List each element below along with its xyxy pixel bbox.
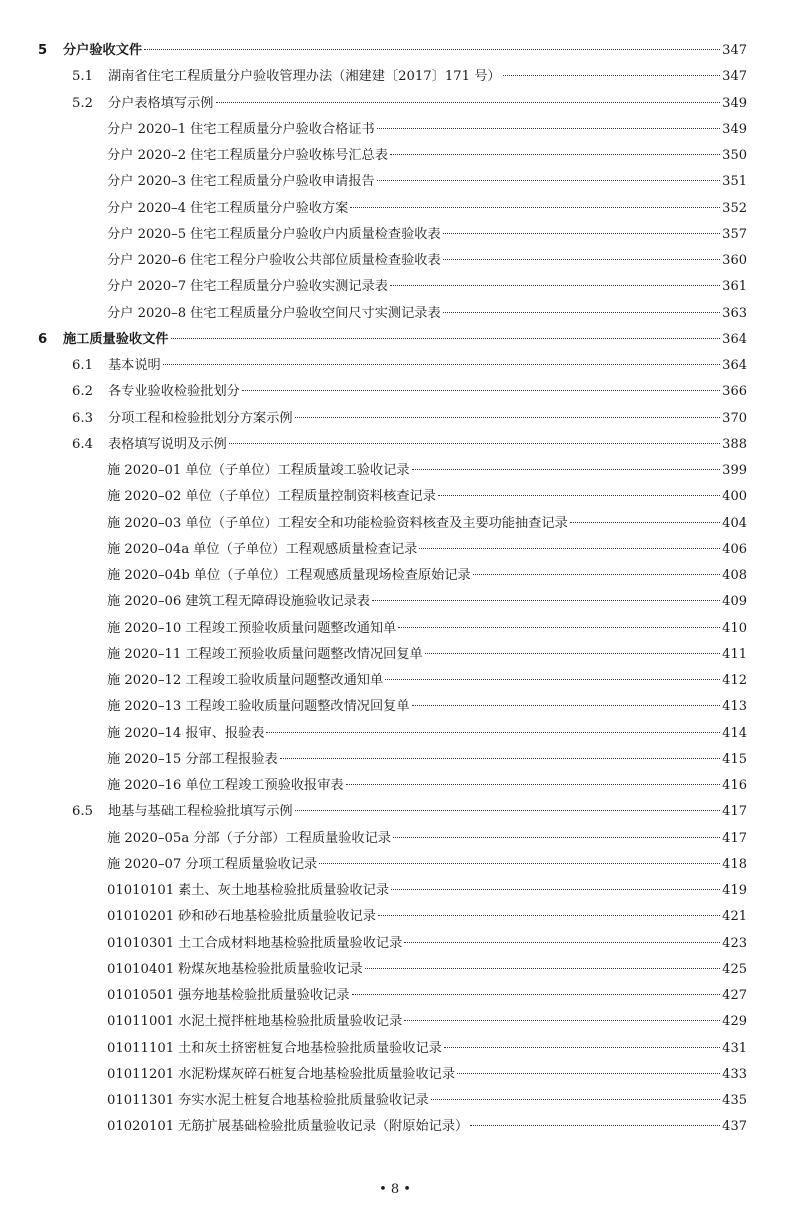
toc-dot-leader bbox=[352, 994, 721, 995]
toc-entry-number: 分户 2020–4 bbox=[107, 200, 187, 216]
toc-item-entry[interactable] bbox=[38, 511, 747, 537]
toc-page-number: 408 bbox=[722, 568, 747, 583]
toc-entry-number: 分户 2020–5 bbox=[107, 226, 187, 242]
toc-item-entry[interactable] bbox=[38, 589, 747, 615]
toc-dot-leader bbox=[393, 837, 720, 838]
toc-dot-leader bbox=[378, 915, 720, 916]
toc-entry-number: 分户 2020–7 bbox=[107, 279, 187, 295]
toc-entry-title: 无筋扩展基础检验批质量验收记录（附原始记录） bbox=[178, 1119, 469, 1135]
toc-page-number: 370 bbox=[722, 410, 747, 426]
toc-entry-title: 分户验收文件 bbox=[63, 43, 143, 58]
toc-entry-number: 施 2020–13 bbox=[107, 699, 182, 715]
toc-entry-number: 分户 2020–2 bbox=[107, 148, 187, 163]
toc-page-number: 366 bbox=[722, 384, 747, 400]
toc-dot-leader bbox=[443, 233, 720, 234]
toc-chapter-entry[interactable] bbox=[38, 38, 747, 64]
toc-page-number: 411 bbox=[722, 646, 747, 662]
toc-item-entry[interactable] bbox=[38, 143, 747, 169]
toc-dot-leader bbox=[346, 784, 721, 785]
toc-item-entry[interactable] bbox=[38, 222, 747, 248]
toc-page-number: 406 bbox=[722, 541, 747, 557]
toc-dot-leader bbox=[144, 49, 720, 50]
toc-entry-title: 住宅工程质量分户验收户内质量检查验收表 bbox=[190, 226, 441, 242]
toc-item-entry[interactable] bbox=[38, 1062, 747, 1088]
toc-entry-number: 施 2020–05a bbox=[107, 830, 190, 846]
toc-entry-number: 01011101 bbox=[107, 1040, 175, 1056]
toc-dot-leader bbox=[443, 259, 720, 260]
toc-entry-title: 住宅工程质量分户验收申请报告 bbox=[190, 174, 375, 190]
toc-entry-title: 素土、灰土地基检验批质量验收记录 bbox=[178, 883, 390, 898]
toc-entry-title: 水泥粉煤灰碎石桩复合地基检验批质量验收记录 bbox=[178, 1066, 456, 1082]
toc-page-number: 417 bbox=[722, 804, 747, 820]
toc-entry-number: 施 2020–12 bbox=[107, 673, 182, 688]
toc-item-entry[interactable] bbox=[38, 117, 747, 143]
toc-entry-number: 6 bbox=[38, 331, 48, 347]
toc-page-number: 429 bbox=[722, 1014, 747, 1030]
toc-page-number: 419 bbox=[722, 883, 747, 898]
toc-entry-number: 施 2020–14 bbox=[107, 725, 182, 741]
toc-page-number: 360 bbox=[722, 253, 747, 268]
toc-page-number: 416 bbox=[722, 778, 747, 793]
toc-dot-leader bbox=[438, 495, 720, 496]
toc-page-number: 351 bbox=[722, 174, 747, 190]
toc-entry-number: 01011001 bbox=[107, 1014, 175, 1030]
toc-page-number: 357 bbox=[722, 226, 747, 242]
toc-item-entry[interactable] bbox=[38, 878, 747, 904]
toc-dot-leader bbox=[280, 758, 721, 759]
toc-entry-title: 各专业验收检验批划分 bbox=[108, 384, 240, 400]
toc-entry-number: 施 2020–11 bbox=[107, 646, 182, 662]
toc-dot-leader bbox=[443, 312, 720, 313]
toc-page-number: 347 bbox=[722, 43, 747, 58]
toc-page-number: 415 bbox=[722, 751, 747, 767]
toc-entry-title: 分部（子分部）工程质量验收记录 bbox=[193, 830, 391, 846]
toc-dot-leader bbox=[319, 863, 720, 864]
toc-item-entry[interactable] bbox=[38, 563, 747, 589]
toc-item-entry[interactable] bbox=[38, 747, 747, 773]
toc-entry-number: 6.1 bbox=[72, 358, 93, 373]
toc-entry-title: 单位（子单位）工程观感质量检查记录 bbox=[193, 541, 418, 557]
toc-dot-leader bbox=[377, 180, 720, 181]
toc-dot-leader bbox=[470, 1125, 720, 1126]
toc-entry-title: 基本说明 bbox=[108, 358, 161, 373]
toc-item-entry[interactable] bbox=[38, 169, 747, 195]
toc-dot-leader bbox=[391, 889, 720, 890]
toc-page-number: 361 bbox=[722, 279, 747, 295]
toc-entry-number: 施 2020–03 bbox=[107, 515, 182, 531]
toc-entry-number: 施 2020–15 bbox=[107, 751, 182, 767]
toc-section-entry[interactable] bbox=[38, 91, 747, 117]
toc-entry-title: 分户表格填写示例 bbox=[108, 95, 214, 111]
toc-entry-title: 粉煤灰地基检验批质量验收记录 bbox=[178, 961, 363, 977]
toc-item-entry[interactable] bbox=[38, 983, 747, 1009]
toc-page-number: 423 bbox=[722, 935, 747, 951]
toc-page-number: 414 bbox=[722, 725, 747, 741]
toc-entry-title: 住宅工程质量分户验收空间尺寸实测记录表 bbox=[190, 305, 441, 321]
toc-item-entry[interactable] bbox=[38, 616, 747, 642]
toc-section-entry[interactable] bbox=[38, 64, 747, 90]
toc-dot-leader bbox=[444, 1047, 720, 1048]
toc-entry-number: 分户 2020–3 bbox=[107, 174, 187, 190]
toc-entry-title: 表格填写说明及示例 bbox=[108, 436, 227, 452]
page-number: • 8 • bbox=[379, 1182, 411, 1197]
toc-page-number: 399 bbox=[722, 463, 747, 478]
toc-entry-number: 5 bbox=[38, 43, 48, 58]
toc-chapter-entry[interactable] bbox=[38, 327, 747, 353]
toc-item-entry[interactable] bbox=[38, 1088, 747, 1114]
toc-section-entry[interactable] bbox=[38, 432, 747, 458]
toc-entry-number: 施 2020–01 bbox=[107, 463, 182, 478]
toc-entry-title: 砂和砂石地基检验批质量验收记录 bbox=[178, 909, 376, 925]
toc-entry-title: 分部工程报验表 bbox=[185, 751, 278, 767]
toc-section-entry[interactable] bbox=[38, 406, 747, 432]
toc-entry-title: 住宅工程分户验收公共部位质量检查验收表 bbox=[190, 253, 441, 268]
toc-item-entry[interactable] bbox=[38, 274, 747, 300]
toc-item-entry[interactable] bbox=[38, 301, 747, 327]
toc-item-entry[interactable] bbox=[38, 904, 747, 930]
toc-item-entry[interactable] bbox=[38, 668, 747, 694]
toc-section-entry[interactable] bbox=[38, 379, 747, 405]
toc-entry-title: 工程竣工预验收质量问题整改通知单 bbox=[185, 620, 397, 636]
toc-entry-number: 施 2020–07 bbox=[107, 856, 182, 872]
toc-page-number: 349 bbox=[722, 121, 747, 137]
toc-entry-number: 分户 2020–6 bbox=[107, 253, 187, 268]
toc-entry-title: 单位（子单位）工程质量控制资料核查记录 bbox=[185, 489, 436, 505]
toc-page-number: 433 bbox=[722, 1066, 747, 1082]
toc-page-number: 413 bbox=[722, 699, 747, 715]
toc-entry-title: 水泥土搅拌桩地基检验批质量验收记录 bbox=[178, 1014, 403, 1030]
toc-entry-number: 6.5 bbox=[72, 804, 93, 820]
toc-entry-number: 01020101 bbox=[107, 1119, 175, 1135]
toc-entry-title: 土工合成材料地基检验批质量验收记录 bbox=[178, 935, 403, 951]
toc-dot-leader bbox=[295, 810, 721, 811]
toc-page-number: 421 bbox=[722, 909, 747, 925]
toc-dot-leader bbox=[295, 417, 721, 418]
toc-item-entry[interactable] bbox=[38, 852, 747, 878]
toc-dot-leader bbox=[229, 443, 720, 444]
toc-entry-title: 分项工程质量验收记录 bbox=[185, 856, 318, 872]
toc-page-number: 350 bbox=[722, 148, 747, 163]
toc-entry-number: 施 2020–10 bbox=[107, 620, 182, 636]
toc-dot-leader bbox=[171, 338, 721, 339]
toc-page-number: 388 bbox=[722, 436, 747, 452]
toc-page-number: 404 bbox=[722, 515, 747, 531]
toc-dot-leader bbox=[372, 600, 720, 601]
toc-dot-leader bbox=[412, 469, 721, 470]
toc-entry-title: 建筑工程无障碍设施验收记录表 bbox=[185, 594, 370, 610]
toc-entry-number: 分户 2020–8 bbox=[107, 305, 187, 321]
table-of-contents bbox=[38, 38, 747, 1141]
toc-dot-leader bbox=[385, 679, 720, 680]
toc-dot-leader bbox=[350, 207, 720, 208]
toc-section-entry[interactable] bbox=[38, 799, 747, 825]
toc-entry-title: 单位（子单位）工程质量竣工验收记录 bbox=[185, 463, 410, 478]
toc-item-entry[interactable] bbox=[38, 484, 747, 510]
toc-page-number: 400 bbox=[722, 489, 747, 505]
toc-dot-leader bbox=[412, 705, 721, 706]
toc-entry-title: 湖南省住宅工程质量分户验收管理办法（湘建建〔2017〕171 号） bbox=[108, 69, 501, 85]
toc-dot-leader bbox=[404, 1020, 720, 1021]
toc-dot-leader bbox=[390, 285, 720, 286]
toc-entry-number: 01011201 bbox=[107, 1066, 175, 1082]
toc-dot-leader bbox=[570, 522, 720, 523]
toc-entry-number: 01010401 bbox=[107, 961, 175, 977]
toc-entry-number: 施 2020–06 bbox=[107, 594, 182, 610]
toc-entry-title: 工程竣工预验收质量问题整改情况回复单 bbox=[185, 646, 423, 662]
toc-entry-number: 6.3 bbox=[72, 410, 93, 426]
toc-dot-leader bbox=[473, 574, 720, 575]
toc-entry-title: 分项工程和检验批划分方案示例 bbox=[108, 410, 293, 426]
toc-entry-number: 01011301 bbox=[107, 1093, 175, 1108]
toc-page-number: 347 bbox=[722, 69, 747, 85]
toc-item-entry[interactable] bbox=[38, 1036, 747, 1062]
toc-entry-title: 单位工程竣工预验收报审表 bbox=[185, 778, 344, 793]
toc-page-number: 409 bbox=[722, 594, 747, 610]
toc-item-entry[interactable] bbox=[38, 931, 747, 957]
toc-dot-leader bbox=[457, 1073, 720, 1074]
toc-item-entry[interactable] bbox=[38, 826, 747, 852]
toc-entry-title: 住宅工程质量分户验收栋号汇总表 bbox=[190, 148, 388, 163]
toc-page-number: 363 bbox=[722, 305, 747, 321]
toc-entry-title: 报审、报验表 bbox=[185, 725, 265, 741]
toc-entry-number: 01010201 bbox=[107, 909, 175, 925]
toc-entry-number: 施 2020–02 bbox=[107, 489, 182, 505]
toc-entry-number: 01010501 bbox=[107, 988, 175, 1003]
toc-entry-number: 6.2 bbox=[72, 384, 93, 400]
toc-page-number: 425 bbox=[722, 961, 747, 977]
toc-item-entry[interactable] bbox=[38, 196, 747, 222]
toc-dot-leader bbox=[163, 364, 720, 365]
toc-entry-title: 工程竣工验收质量问题整改情况回复单 bbox=[185, 699, 410, 715]
toc-item-entry[interactable] bbox=[38, 694, 747, 720]
toc-item-entry[interactable] bbox=[38, 1114, 747, 1140]
toc-entry-title: 单位（子单位）工程观感质量现场检查原始记录 bbox=[193, 568, 471, 583]
toc-page-number: 435 bbox=[722, 1093, 747, 1108]
toc-entry-title: 土和灰土挤密桩复合地基检验批质量验收记录 bbox=[178, 1040, 442, 1056]
toc-page-number: 431 bbox=[722, 1040, 747, 1056]
toc-dot-leader bbox=[390, 154, 720, 155]
toc-item-entry[interactable] bbox=[38, 458, 747, 484]
toc-dot-leader bbox=[419, 548, 720, 549]
toc-entry-title: 住宅工程质量分户验收合格证书 bbox=[190, 121, 375, 137]
toc-item-entry[interactable] bbox=[38, 773, 747, 799]
toc-page-number: 349 bbox=[722, 95, 747, 111]
toc-entry-title: 单位（子单位）工程安全和功能检验资料核查及主要功能抽查记录 bbox=[185, 515, 568, 531]
toc-section-entry[interactable] bbox=[38, 353, 747, 379]
toc-dot-leader bbox=[431, 1099, 720, 1100]
toc-dot-leader bbox=[503, 75, 721, 76]
toc-dot-leader bbox=[404, 942, 720, 943]
toc-dot-leader bbox=[398, 627, 720, 628]
toc-dot-leader bbox=[242, 390, 720, 391]
toc-dot-leader bbox=[425, 653, 720, 654]
toc-entry-number: 6.4 bbox=[72, 436, 93, 452]
toc-item-entry[interactable] bbox=[38, 721, 747, 747]
toc-page-number: 417 bbox=[722, 830, 747, 846]
toc-page-number: 364 bbox=[722, 358, 747, 373]
toc-dot-leader bbox=[266, 732, 720, 733]
toc-item-entry[interactable] bbox=[38, 1009, 747, 1035]
toc-page-number: 352 bbox=[722, 200, 747, 216]
toc-dot-leader bbox=[377, 128, 720, 129]
toc-item-entry[interactable] bbox=[38, 957, 747, 983]
toc-page-number: 427 bbox=[722, 988, 747, 1003]
toc-entry-number: 施 2020–04b bbox=[107, 568, 190, 583]
toc-entry-title: 工程竣工验收质量问题整改通知单 bbox=[185, 673, 384, 688]
toc-entry-number: 5.1 bbox=[72, 69, 93, 85]
toc-item-entry[interactable] bbox=[38, 642, 747, 668]
toc-entry-title: 施工质量验收文件 bbox=[63, 331, 169, 347]
toc-item-entry[interactable] bbox=[38, 537, 747, 563]
toc-entry-title: 强夯地基检验批质量验收记录 bbox=[178, 988, 350, 1003]
toc-entry-title: 夯实水泥土桩复合地基检验批质量验收记录 bbox=[178, 1093, 429, 1108]
toc-entry-number: 5.2 bbox=[72, 95, 93, 111]
toc-dot-leader bbox=[216, 102, 721, 103]
toc-page-number: 418 bbox=[722, 856, 747, 872]
toc-entry-number: 01010301 bbox=[107, 935, 175, 951]
toc-entry-title: 住宅工程质量分户验收方案 bbox=[190, 200, 349, 216]
toc-dot-leader bbox=[365, 968, 720, 969]
toc-entry-number: 施 2020–16 bbox=[107, 778, 182, 793]
toc-entry-number: 分户 2020–1 bbox=[107, 121, 187, 137]
toc-page-number: 364 bbox=[722, 331, 747, 347]
toc-item-entry[interactable] bbox=[38, 248, 747, 274]
toc-entry-title: 住宅工程质量分户验收实测记录表 bbox=[190, 279, 388, 295]
toc-page-number: 410 bbox=[722, 620, 747, 636]
toc-entry-number: 01010101 bbox=[107, 883, 175, 898]
toc-entry-number: 施 2020–04a bbox=[107, 541, 190, 557]
toc-entry-title: 地基与基础工程检验批填写示例 bbox=[108, 804, 293, 820]
toc-page-number: 437 bbox=[722, 1119, 747, 1135]
toc-page-number: 412 bbox=[722, 673, 747, 688]
